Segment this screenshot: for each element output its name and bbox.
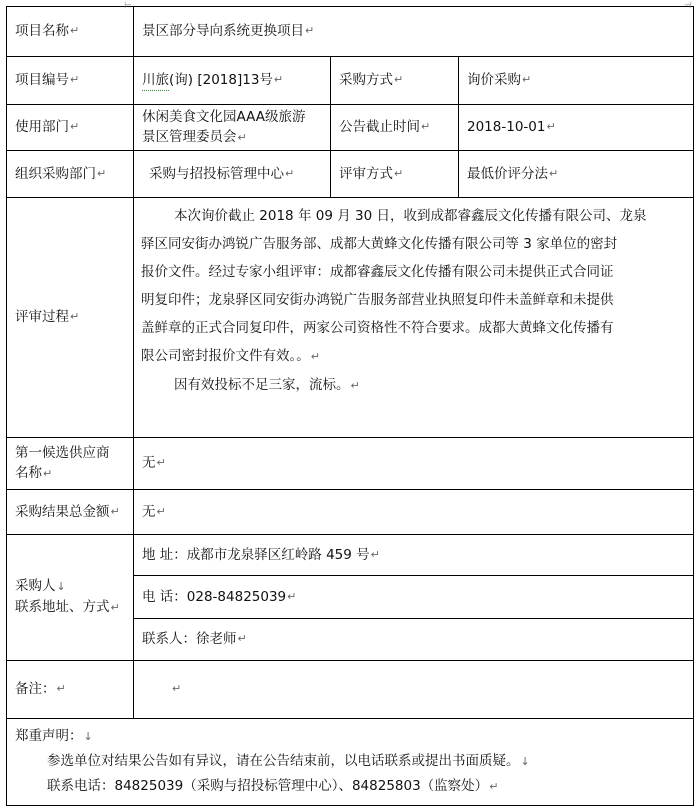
total-amount-label: 采购结果总金额 ↵: [15, 503, 120, 520]
deadline-value: 2018-10-01 ↵: [467, 119, 556, 135]
project-name-value: 景区部分导向系统更换项目 ↵: [142, 23, 315, 39]
review-method-value: 最低价评分法 ↵: [467, 165, 559, 182]
statement-notice: 郑重声明：↓ 参选单位对结果公告如有异议，请在公告结束前，以电话联系或提出书面质疑。↓ 联系电话：84825039（采购与招投标管理中心）、84825803（监察处）↵: [15, 728, 530, 794]
statement-line-phone: 联系电话：84825039（采购与招投标管理中心）、84825803（监察处）: [47, 778, 489, 794]
statement-title: 郑重声明：: [15, 728, 83, 744]
department-value: 休闲美食文化园AAA级旅游 景区管理委员会↵: [142, 108, 306, 145]
department-label: 使用部门 ↵: [15, 119, 80, 135]
statement-line-objection: 参选单位对结果公告如有异议，请在公告结束前，以电话联系或提出书面质疑。: [47, 753, 520, 769]
first-candidate-value: 无 ↵: [142, 455, 166, 471]
remarks-label: 备注： ↵: [15, 681, 66, 697]
remarks-value: ↵: [172, 682, 182, 695]
review-process-label: 评审过程 ↵: [15, 309, 80, 325]
review-method-label: 评审方式 ↵: [339, 165, 404, 182]
purchaser-contact: 联系人：徐老师 ↵: [142, 631, 247, 647]
organizer-label: 组织采购部门 ↵: [15, 165, 107, 182]
purchaser-label: 采购人↓ 联系地址、方式↵: [15, 578, 120, 615]
purchase-method-label: 采购方式 ↵: [339, 72, 404, 88]
total-amount-value: 无 ↵: [142, 503, 166, 520]
project-no-label: 项目编号 ↵: [15, 72, 80, 88]
project-no-value: 川旅 (询) [2018]13号 ↵: [133, 56, 330, 104]
purchase-method-value: 询价采购 ↵: [467, 72, 532, 88]
deadline-label: 公告截止时间 ↵: [339, 119, 431, 135]
project-name-label: 项目名称 ↵: [15, 23, 80, 39]
organizer-value: 采购与招投标管理中心 ↵: [149, 165, 295, 182]
purchaser-address: 地 址：成都市龙泉驿区红岭路 459 号 ↵: [142, 546, 380, 563]
purchaser-phone: 电 话：028-84825039 ↵: [142, 588, 297, 605]
review-process-text: 本次询价截止 2018 年 09 月 30 日，收到成都睿鑫辰文化传播有限公司、龙泉 驿区同安街办鸿锐广告服务部、成都大黄蜂文化传播有限公司等 3 家单位的密封 报价文件。经过专家小组评审：成都睿鑫辰文化传播有限公司未提供正式合同证 明复印件；龙泉驿区同安街办鸿锐广告服务部营业执照复印件未盖鲜章和未提供 盖鲜章的正式合同复印件，两家公司资格性不符合要求。成都大黄蜂文化传播有 限公司密封报价文件有效。。↵ 因有效投标不足三家，流标。↵: [141, 208, 647, 393]
first-candidate-label: 第一候选供应商 名称↵: [15, 444, 110, 481]
